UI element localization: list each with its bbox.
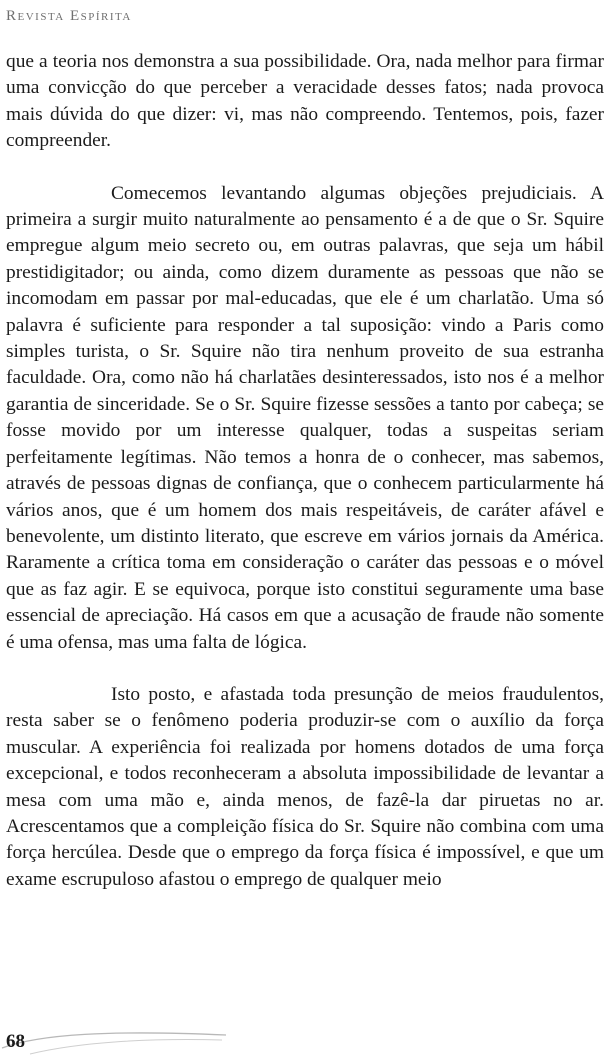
paragraph-1: que a teoria nos demonstra a sua possibilidade. Ora, nada melhor para firmar uma convicção do que perceber a veracidade desses fatos; nada provoca mais dúvida do que dizer: vi, mas não compreendo. Tentemos, pois, fazer compreender. xyxy=(6,51,604,152)
running-header: Revista Espírita xyxy=(6,8,132,24)
body-text xyxy=(6,49,604,893)
paragraph-2: Comecemos levantando algumas objeções prejudiciais. A primeira a surgir muito naturalmente ao pensamento é a de que o Sr. Squire empregue algum meio secreto ou, em outras palavras, que seja um hábil prestidigitador; ou ainda, como dizem duramente as pessoas que não se incomodam em passar por mal-educadas, que ele é um charlatão. Uma só palavra é suficiente para responder a tal suposição: vindo a Paris como simples turista, o Sr. Squire não tira nenhum proveito de sua estranha faculdade. Ora, como não há charlatães desinteressados, isto nos é a melhor garantia de sinceridade. Se o Sr. Squire fizesse sessões a tanto por cabeça; se fosse movido por um interesse qualquer, todas a suspeitas seriam perfeitamente legítimas. Não temos a honra de o conhecer, mas sabemos, através de pessoas dignas de confiança, que o conhecem particularmente há vários anos, que é um homem dos mais respeitáveis, de caráter afável e benevolente, um distinto literato, que escreve em vários jornais da América. Raramente a crítica toma em consideração o caráter das pessoas e o móvel que as faz agir. E se equivoca, porque isto constitui seguramente uma base essencial de apreciação. Há casos em que a acusação de fraude não somente é uma ofensa, mas uma falta de lógica. xyxy=(6,182,604,653)
footer-swoosh-rule xyxy=(0,1026,230,1056)
page-number: 68 xyxy=(6,1031,25,1052)
paragraph-3: Isto posto, e afastada toda presunção de meios fraudulentos, resta saber se o fenômeno poderia produzir-se com o auxílio da força muscular. A experiência foi realizada por homens dotados de uma força excepcional, e todos reconheceram a absoluta impossibilidade de levantar a mesa com uma mão e, ainda menos, de fazê-la dar piruetas no ar. Acrescentamos que a compleição física do Sr. Squire não combina com uma força hercúlea. Desde que o emprego da força física é impossível, e que um exame escrupuloso afastou o emprego de qualquer meio xyxy=(6,683,604,890)
